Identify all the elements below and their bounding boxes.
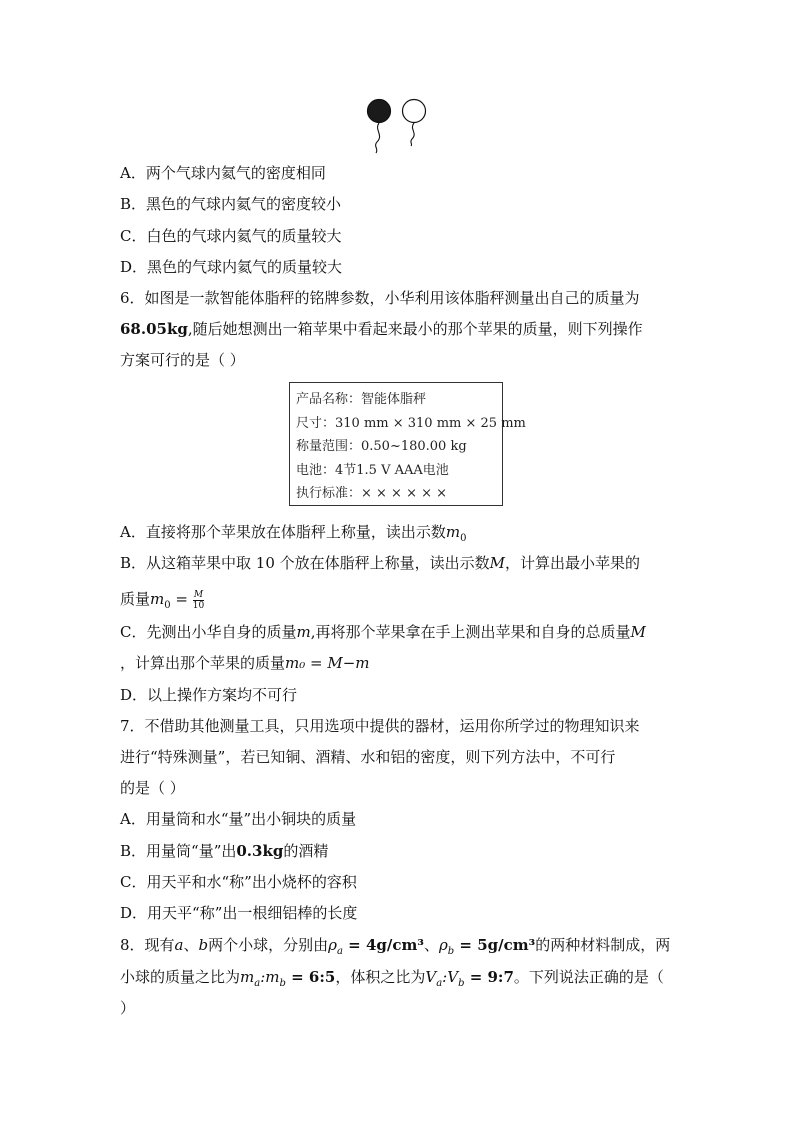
q6-option-c-text-end: ,再将那个苹果拿在手上测出苹果和自身的总质量 (310, 623, 631, 641)
q6-option-b-symbol: M (489, 554, 506, 572)
fraction-denominator: 10 (192, 600, 205, 611)
q7-option-c: C．用天平和水“称”出小烧杯的容积 (120, 873, 357, 891)
q6-option-c-text: C．先测出小华自身的质量 (120, 623, 297, 641)
q6-option-c-m: m (296, 623, 311, 641)
q5-option-a: A．两个气球内氦气的密度相同 (120, 164, 326, 182)
nameplate-battery: 电池：4节1.5 V AAA电池 (296, 462, 449, 478)
q8-a: a (174, 936, 184, 954)
q8-pre: 8．现有 (120, 936, 175, 954)
q8-rho-a-sub: a (336, 946, 343, 957)
q6-option-b-text: B．从这箱苹果中取 10 个放在体脂秤上称量，读出示数 (120, 554, 490, 572)
nameplate-product: 产品名称：智能体脂秤 (296, 392, 427, 407)
scale-nameplate (289, 382, 526, 506)
q6-option-b-line2 (120, 588, 204, 617)
q8-m-b-sub: b (279, 978, 286, 989)
q6-option-c-line1 (120, 621, 646, 643)
q8-m-a: m (240, 968, 255, 986)
q8-v-a: V (425, 968, 437, 986)
q8-m-a-sub: a (254, 978, 261, 989)
balloons-figure (360, 92, 440, 154)
q8-line1-end: 的两种材料制成，两 (535, 936, 671, 954)
q7-stem-line1: 7．不借助其他测量工具，只用选项中提供的器材，运用你所学过的物理知识来 (120, 717, 640, 735)
q8-v-b-sub: b (458, 978, 465, 989)
fraction-numerator: M (193, 589, 204, 600)
q6-option-d: D．以上操作方案均不可行 (120, 686, 298, 704)
q8-b: b (198, 936, 209, 954)
q6-option-b-equals: = (170, 590, 193, 608)
q7-stem-line3: 的是（ ） (120, 779, 185, 797)
nameplate-standard: 执行标准：× × × × × × (296, 486, 448, 501)
q6-option-a-subscript: 0 (460, 533, 467, 544)
q7-option-b-value: 0.3kg (236, 842, 284, 860)
q8-vol-ratio-val: = 9:7 (464, 968, 514, 986)
q6-mass-value: 68.05kg (120, 320, 188, 338)
q8-m-b: :m (260, 968, 280, 986)
q7-option-b-pre: B．用量筒“量”出 (120, 842, 237, 860)
nameplate-size: 尺寸：310 mm × 310 mm × 25 mm (296, 415, 526, 431)
q8-line3: ） (120, 999, 136, 1017)
q8-line2 (120, 966, 664, 995)
q6-option-a-text: A．直接将那个苹果放在体脂秤上称量，读出示数 (120, 523, 446, 541)
q6-option-b-fraction (193, 590, 204, 611)
q6-option-b-line2-text: 质量 (120, 590, 151, 608)
q8-rho-b: ρ (438, 936, 448, 954)
q6-stem-line3: 方案可行的是（ ） (120, 351, 245, 369)
black-balloon (368, 100, 391, 154)
q6-option-c-formula: m₀ = M−m (285, 654, 370, 672)
q7-option-a: A．用量筒和水“量”出小铜块的质量 (120, 810, 357, 828)
q8-mass-ratio-val: = 6:5 (285, 968, 336, 986)
q7-option-b (120, 840, 328, 862)
q7-option-d: D．用天平“称”出一根细铝棒的长度 (120, 904, 358, 922)
white-balloon (403, 100, 426, 147)
q6-stem-line2 (120, 318, 643, 340)
q8-mid: 两个小球，分别由 (208, 936, 329, 954)
q6-option-b-m-subscript: 0 (164, 600, 171, 611)
q6-option-a (120, 521, 466, 550)
q6-option-b-m: m (150, 590, 165, 608)
q6-option-c-M: M (630, 623, 646, 641)
q6-stem-line1: 6．如图是一款智能体脂秤的铭牌参数，小华利用该体脂秤测量出自己的质量为 (120, 289, 640, 307)
q8-line1 (120, 934, 670, 963)
q8-rho-a: ρ (328, 936, 337, 954)
nameplate-range: 称量范围：0.50~180.00 kg (296, 439, 467, 454)
q6-option-b-line1 (120, 552, 640, 574)
q8-sep2: 、 (423, 936, 439, 954)
q5-option-b: B．黑色的气球内氦气的密度较小 (120, 195, 342, 213)
q7-stem-line2: 进行“特殊测量”，若已知铜、酒精、水和铝的密度，则下列方法中，不可行 (120, 748, 616, 766)
q8-v-b: :V (442, 968, 459, 986)
q8-rho-b-val: = 5g/cm³ (454, 936, 536, 954)
q7-option-b-post: 的酒精 (283, 842, 329, 860)
q8-line2-mid: ，体积之比为 (335, 968, 426, 986)
q8-rho-b-sub: b (447, 946, 455, 957)
q6-stem-line2-text: ,随后她想测出一箱苹果中看起来最小的那个苹果的质量，则下列操作 (187, 320, 643, 338)
q6-option-c-line2-text: ，计算出那个苹果的质量 (120, 654, 286, 672)
q6-option-b-text-end: ，计算出最小苹果的 (505, 554, 641, 572)
q6-option-c-line2 (120, 652, 370, 674)
q5-option-d: D．黑色的气球内氦气的质量较大 (120, 258, 343, 276)
q8-rho-a-val: = 4g/cm³ (342, 936, 424, 954)
q8-v-a-sub: a (436, 978, 443, 989)
q6-option-a-symbol: m (445, 523, 461, 541)
q8-line2-end: 。下列说法正确的是（ (513, 968, 664, 986)
q8-line2-pre: 小球的质量之比为 (120, 968, 241, 986)
q5-option-c: C．白色的气球内氦气的质量较大 (120, 227, 342, 245)
q8-sep: 、 (183, 936, 199, 954)
